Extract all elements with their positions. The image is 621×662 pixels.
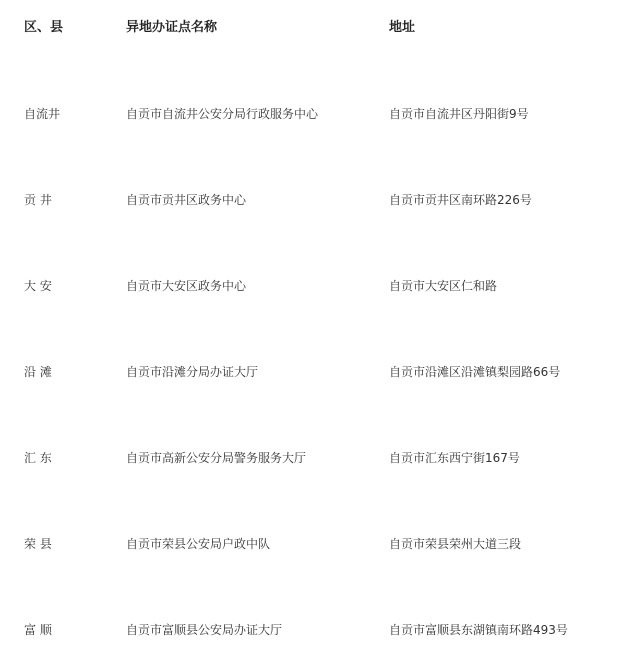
row-address: 自贡市荣县荣州大道三段 — [389, 537, 522, 551]
table-row — [0, 447, 621, 469]
row-office-name: 自贡市富顺县公安局办证大厅 — [126, 623, 283, 637]
row-district: 贡 井 — [24, 193, 52, 207]
row-office-name: 自贡市沿滩分局办证大厅 — [126, 365, 259, 379]
row-office-name: 自贡市荣县公安局户政中队 — [126, 537, 271, 551]
header-district: 区、县 — [24, 20, 64, 35]
row-office-name: 自贡市大安区政务中心 — [126, 279, 247, 293]
row-district: 沿 滩 — [24, 365, 52, 379]
row-district: 自流井 — [24, 107, 61, 121]
table-row — [0, 533, 621, 555]
table-row — [0, 275, 621, 297]
row-address: 自贡市汇东西宁街167号 — [389, 451, 520, 465]
table-header-row — [0, 17, 621, 39]
row-district: 大 安 — [24, 279, 52, 293]
row-office-name: 自贡市贡井区政务中心 — [126, 193, 247, 207]
table-row — [0, 103, 621, 125]
header-office-name: 异地办证点名称 — [126, 20, 218, 35]
row-address: 自贡市沿滩区沿滩镇梨园路66号 — [389, 365, 561, 379]
row-address: 自贡市贡井区南环路226号 — [389, 193, 532, 207]
row-address: 自贡市自流井区丹阳街9号 — [389, 107, 529, 121]
row-address: 自贡市富顺县东湖镇南环路493号 — [389, 623, 568, 637]
row-district: 富 顺 — [24, 623, 52, 637]
table-row — [0, 361, 621, 383]
row-office-name: 自贡市高新公安分局警务服务大厅 — [126, 451, 307, 465]
row-office-name: 自贡市自流井公安分局行政服务中心 — [126, 107, 319, 121]
table-row — [0, 189, 621, 211]
header-address: 地址 — [389, 20, 416, 35]
row-district: 汇 东 — [24, 451, 52, 465]
row-district: 荣 县 — [24, 537, 52, 551]
row-address: 自贡市大安区仁和路 — [389, 279, 498, 293]
table-row — [0, 619, 621, 641]
